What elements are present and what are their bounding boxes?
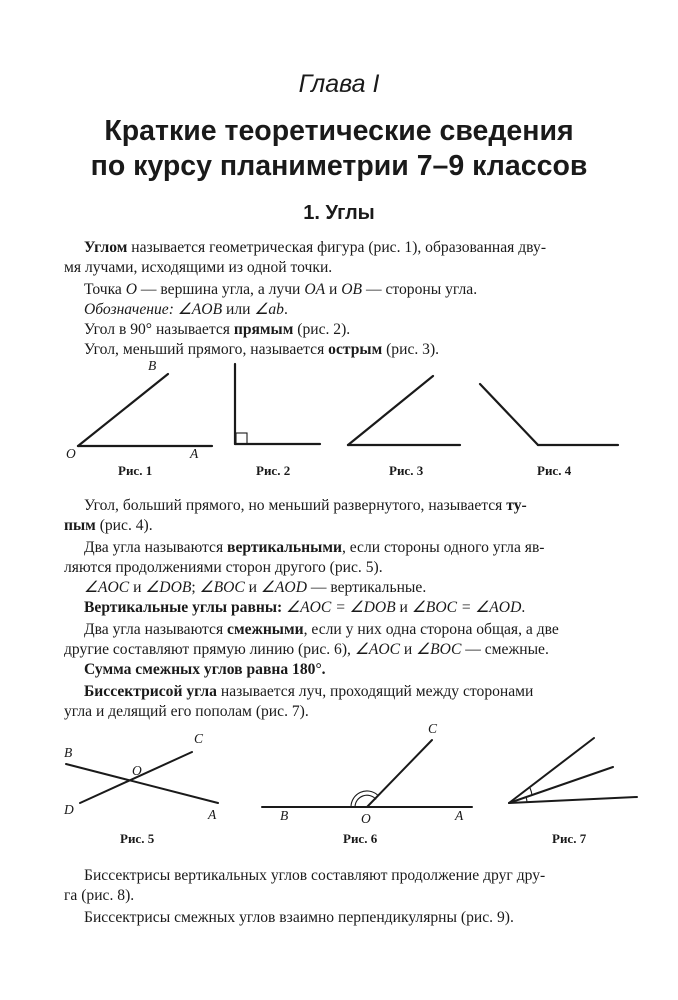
text-line: Углом называется геометрическая фигура (рис. 1), образованная дву- [84,239,547,256]
fig6-label-b: B [280,808,289,823]
fig5-line-ba [66,764,218,803]
fig2-caption: Рис. 2 [256,463,291,478]
text-line: Два угла называются смежными, если у них одна сторона общая, а две [84,621,559,638]
text-line: ляются продолжениями сторон другого (рис. 5). [64,559,383,576]
fig5-label-d: D [64,802,74,817]
section-heading: 1. Углы [303,202,375,224]
page-title-line-1: Краткие теоретические сведения [104,115,574,147]
page-title-line-2: по курсу планиметрии 7–9 классов [90,150,588,182]
text-line: Биссектрисы вертикальных углов составляют продолжение друг дру- [84,867,546,884]
fig4-slanted-side [480,384,538,445]
fig7-bisector [509,767,613,803]
text-line: мя лучами, исходящими из одной точки. [64,259,333,276]
text-line: Вертикальные углы равны: ∠AOC = ∠DOB и ∠BOC = ∠AOD. [84,599,526,616]
fig1-caption: Рис. 1 [118,463,153,478]
fig1-label-a: A [190,446,199,461]
text-line: другие составляют прямую линию (рис. 6), ∠AOC и ∠BOC — смежные. [64,641,549,658]
fig7-caption: Рис. 7 [552,831,587,846]
fig6-label-c: C [428,721,438,736]
fig6-label-o: O [361,811,371,826]
fig7-side-upper [509,738,594,803]
fig5-caption: Рис. 5 [120,831,155,846]
fig1-label-o: O [66,446,76,461]
text-line: Биссектрисой угла называется луч, проходящий между сторонами [84,683,534,700]
text-line: ∠AOC и ∠DOB; ∠BOC и ∠AOD — вертикальные. [84,579,427,596]
text-line: Точка O — вершина угла, а лучи OA и OB — стороны угла. [84,281,478,298]
text-line: Угол, больший прямого, но меньший развернутого, называется ту- [84,497,527,514]
fig3-caption: Рис. 3 [389,463,424,478]
fig7-side-lower [509,797,637,803]
chapter-heading: Глава I [298,70,380,98]
fig6-label-a: A [455,808,464,823]
fig5-label-b: B [64,745,73,760]
text-line: Угол в 90° называется прямым (рис. 2). [84,321,351,338]
fig5-label-a: A [208,807,217,822]
fig3-slanted-side [348,376,433,445]
text-line: угла и делящий его пополам (рис. 7). [64,703,309,720]
text-line: Угол, меньший прямого, называется острым (рис. 3). [84,341,440,358]
text-line: Два угла называются вертикальными, если стороны одного угла яв- [84,539,545,556]
text-line: га (рис. 8). [64,887,135,904]
text-line: Сумма смежных углов равна 180°. [84,661,326,678]
fig4-caption: Рис. 4 [537,463,572,478]
fig1-ray-ob [78,374,168,446]
fig6-caption: Рис. 6 [343,831,378,846]
fig5-label-o: O [132,763,142,778]
fig1-label-b: B [148,358,157,373]
right-angle-marker [236,433,247,444]
fig5-label-c: C [194,731,204,746]
text-line: Биссектрисы смежных углов взаимно перпендикулярны (рис. 9). [84,909,514,926]
text-line: Обозначение: ∠AOB или ∠ab. [84,301,288,318]
fig6-ray-oc [367,740,432,807]
text-line: пым (рис. 4). [64,517,153,534]
